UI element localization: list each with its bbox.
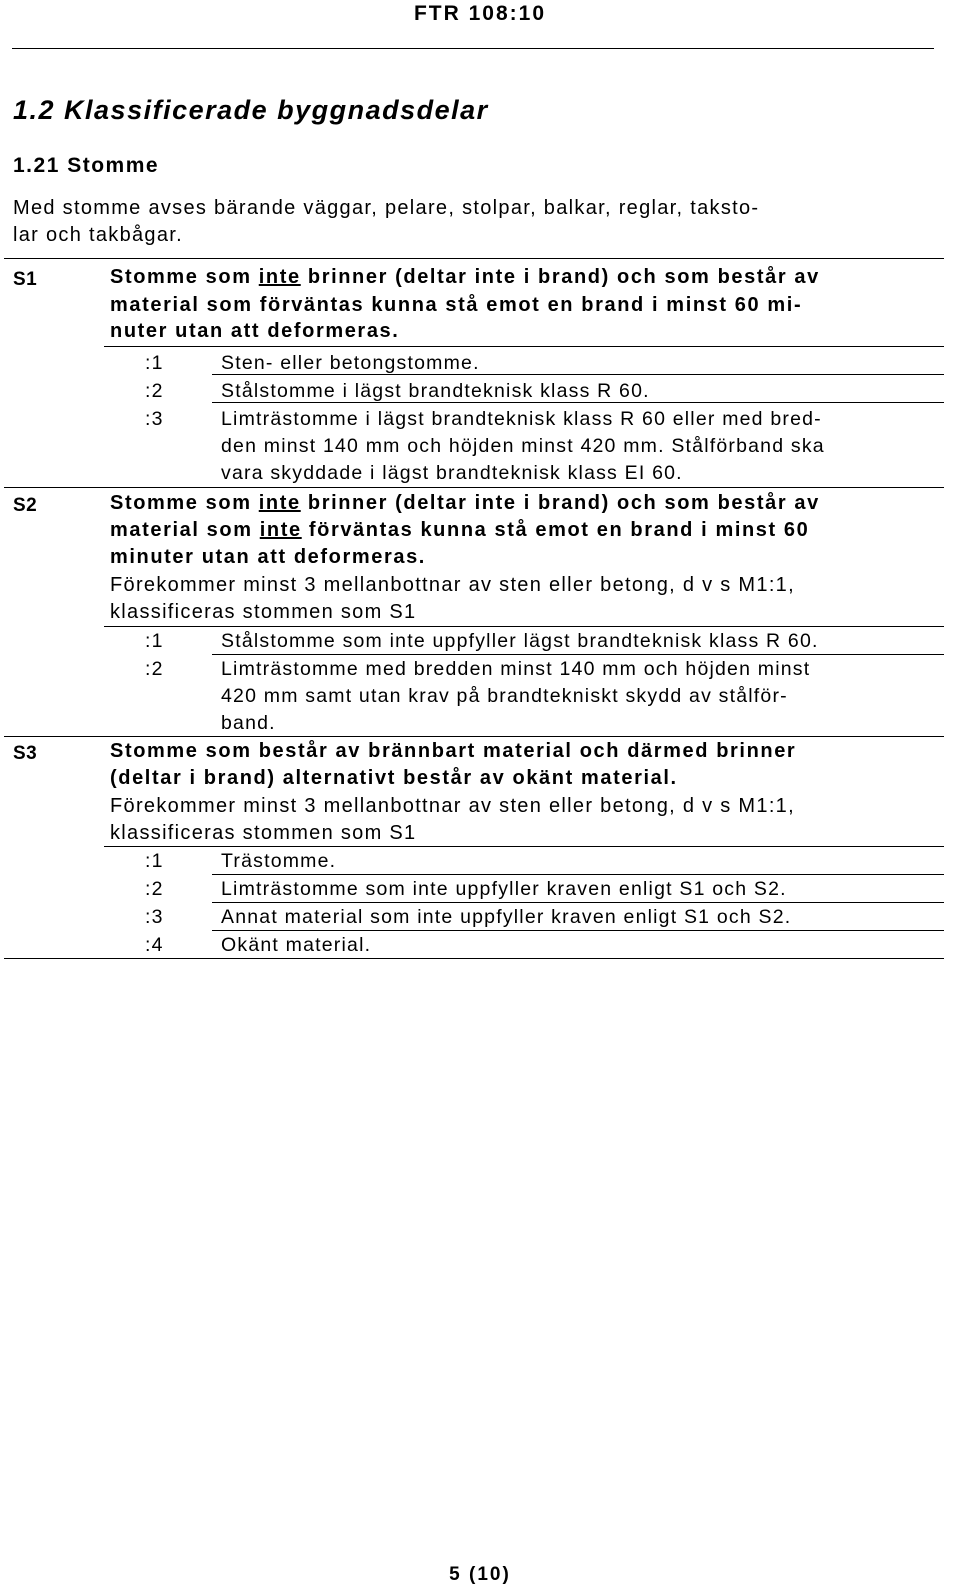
s3-item-1-text: Trästomme. bbox=[221, 850, 337, 872]
s2-description-line-2: material som inte förväntas kunna stå emot en brand i minst 60 bbox=[110, 519, 810, 541]
s1-item-2-text: Stålstomme i lägst brandteknisk klass R 60. bbox=[221, 380, 650, 402]
s1-item-rule bbox=[212, 374, 944, 375]
s3-item-1-number: :1 bbox=[145, 850, 164, 872]
s1-item-3-number: :3 bbox=[145, 408, 164, 430]
intro-line-2: lar och takbågar. bbox=[13, 224, 183, 246]
s2-item-1-text: Stålstomme som inte uppfyller lägst brandteknisk klass R 60. bbox=[221, 630, 819, 652]
s2-item-2-number: :2 bbox=[145, 658, 164, 680]
s1-item-rule bbox=[104, 346, 944, 347]
s3-item-2-text: Limträstomme som inte uppfyller kraven enligt S1 och S2. bbox=[221, 878, 787, 900]
s1-description-line-3: nuter utan att deformeras. bbox=[110, 320, 400, 342]
s2-item-2-text-line-3: band. bbox=[221, 712, 276, 734]
s3-item-rule bbox=[212, 874, 944, 875]
s2-note-line-1: Förekommer minst 3 mellanbottnar av sten eller betong, d v s M1:1, bbox=[110, 574, 795, 596]
document-header: FTR 108:10 bbox=[413, 2, 547, 25]
s2-item-rule bbox=[104, 626, 944, 627]
subsection-heading: 1.21 Stomme bbox=[13, 154, 160, 177]
s3-top-rule bbox=[4, 736, 944, 737]
s2-top-rule bbox=[4, 487, 944, 488]
s3-item-4-text: Okänt material. bbox=[221, 934, 372, 956]
s1-description-line-1: Stomme som inte brinner (deltar inte i brand) och som består av bbox=[110, 266, 820, 288]
s1-item-3-text-line-3: vara skyddade i lägst brandteknisk klass EI 60. bbox=[221, 462, 683, 484]
s3-item-rule bbox=[212, 930, 944, 931]
s2-item-2-text-line-2: 420 mm samt utan krav på brandtekniskt skydd av stålför- bbox=[221, 685, 788, 707]
s2-description-line-1: Stomme som inte brinner (deltar inte i brand) och som består av bbox=[110, 492, 820, 514]
s2-item-2-text-line-1: Limträstomme med bredden minst 140 mm och höjden minst bbox=[221, 658, 811, 680]
s2-note-line-2: klassificeras stommen som S1 bbox=[110, 601, 417, 623]
s1-item-2-number: :2 bbox=[145, 380, 164, 402]
s3-item-rule bbox=[212, 902, 944, 903]
s3-description-line-1: Stomme som består av brännbart material och därmed brinner bbox=[110, 740, 797, 762]
s3-code: S3 bbox=[13, 743, 38, 764]
s1-item-1-text: Sten- eller betongstomme. bbox=[221, 352, 480, 374]
s1-description-line-2: material som förväntas kunna stå emot en brand i minst 60 mi- bbox=[110, 294, 803, 316]
s1-item-3-text-line-2: den minst 140 mm och höjden minst 420 mm. Stålförband ska bbox=[221, 435, 825, 457]
table-bottom-rule bbox=[4, 958, 944, 959]
s1-item-1-number: :1 bbox=[145, 352, 164, 374]
s1-code: S1 bbox=[13, 269, 38, 290]
s2-item-1-number: :1 bbox=[145, 630, 164, 652]
s3-item-3-text: Annat material som inte uppfyller kraven enligt S1 och S2. bbox=[221, 906, 792, 928]
s1-item-rule bbox=[212, 402, 944, 403]
s3-item-rule bbox=[104, 846, 944, 847]
page-number: 5 (10) bbox=[449, 1564, 511, 1585]
s3-item-4-number: :4 bbox=[145, 934, 164, 956]
s1-item-3-text-line-1: Limträstomme i lägst brandteknisk klass R 60 eller med bred- bbox=[221, 408, 822, 430]
s3-note-line-1: Förekommer minst 3 mellanbottnar av sten eller betong, d v s M1:1, bbox=[110, 795, 795, 817]
s2-item-rule bbox=[212, 654, 944, 655]
s3-item-2-number: :2 bbox=[145, 878, 164, 900]
s2-description-line-3: minuter utan att deformeras. bbox=[110, 546, 426, 568]
s1-top-rule bbox=[4, 258, 944, 259]
s3-note-line-2: klassificeras stommen som S1 bbox=[110, 822, 417, 844]
section-heading: 1.2 Klassificerade byggnadsdelar bbox=[13, 95, 489, 125]
s2-code: S2 bbox=[13, 495, 38, 516]
header-rule bbox=[12, 48, 934, 49]
s3-description-line-2: (deltar i brand) alternativt består av okänt material. bbox=[110, 767, 678, 789]
intro-line-1: Med stomme avses bärande väggar, pelare, stolpar, balkar, reglar, taksto- bbox=[13, 197, 760, 219]
s3-item-3-number: :3 bbox=[145, 906, 164, 928]
